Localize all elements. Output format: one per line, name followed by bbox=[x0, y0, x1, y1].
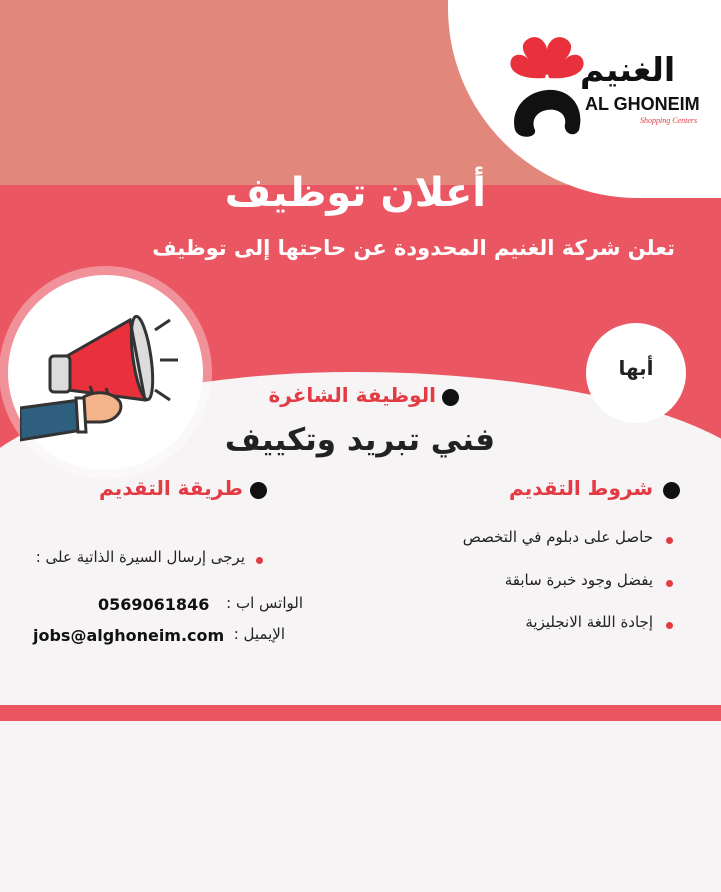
requirement-bullet-icon bbox=[666, 622, 673, 629]
whatsapp-label: الواتس اب : bbox=[226, 594, 303, 612]
apply-bullet-icon bbox=[250, 482, 267, 499]
requirement-item: حاصل على دبلوم في التخصص bbox=[462, 528, 653, 546]
page-title: أعلان توظيف bbox=[224, 170, 486, 216]
requirements-bullet-icon bbox=[663, 482, 680, 499]
megaphone-icon bbox=[20, 290, 190, 450]
page-subtitle: تعلن شركة الغنيم المحدودة عن حاجتها إلى توظيف bbox=[152, 236, 675, 260]
requirement-bullet-icon bbox=[666, 580, 673, 587]
city-label: أبها bbox=[618, 356, 654, 380]
apply-instruction-bullet-icon bbox=[256, 557, 263, 564]
requirement-item: إجادة اللغة الانجليزية bbox=[525, 613, 653, 631]
requirement-bullet-icon bbox=[666, 537, 673, 544]
vacancy-bullet-icon bbox=[442, 389, 459, 406]
bottom-bar bbox=[0, 705, 721, 721]
requirements-heading: شروط التقديم bbox=[509, 476, 653, 500]
apply-instruction: يرجى إرسال السيرة الذاتية على : bbox=[35, 548, 245, 566]
logo-arabic: الغنيم bbox=[580, 50, 676, 89]
apply-heading: طريقة التقديم bbox=[99, 476, 243, 500]
job-title: فني تبريد وتكييف bbox=[224, 422, 496, 458]
email-address[interactable]: jobs@alghoneim.com bbox=[33, 626, 225, 645]
requirement-item: يفضل وجود خبرة سابقة bbox=[504, 571, 653, 589]
logo-tagline: Shopping Centers bbox=[640, 116, 698, 125]
heart-flower-logo-icon bbox=[505, 30, 590, 140]
logo-english: AL GHONEIM bbox=[585, 94, 700, 114]
email-label: الإيميل : bbox=[233, 625, 285, 643]
whatsapp-number[interactable]: 0569061846 bbox=[98, 595, 210, 614]
vacancy-heading: الوظيفة الشاغرة bbox=[268, 383, 436, 407]
